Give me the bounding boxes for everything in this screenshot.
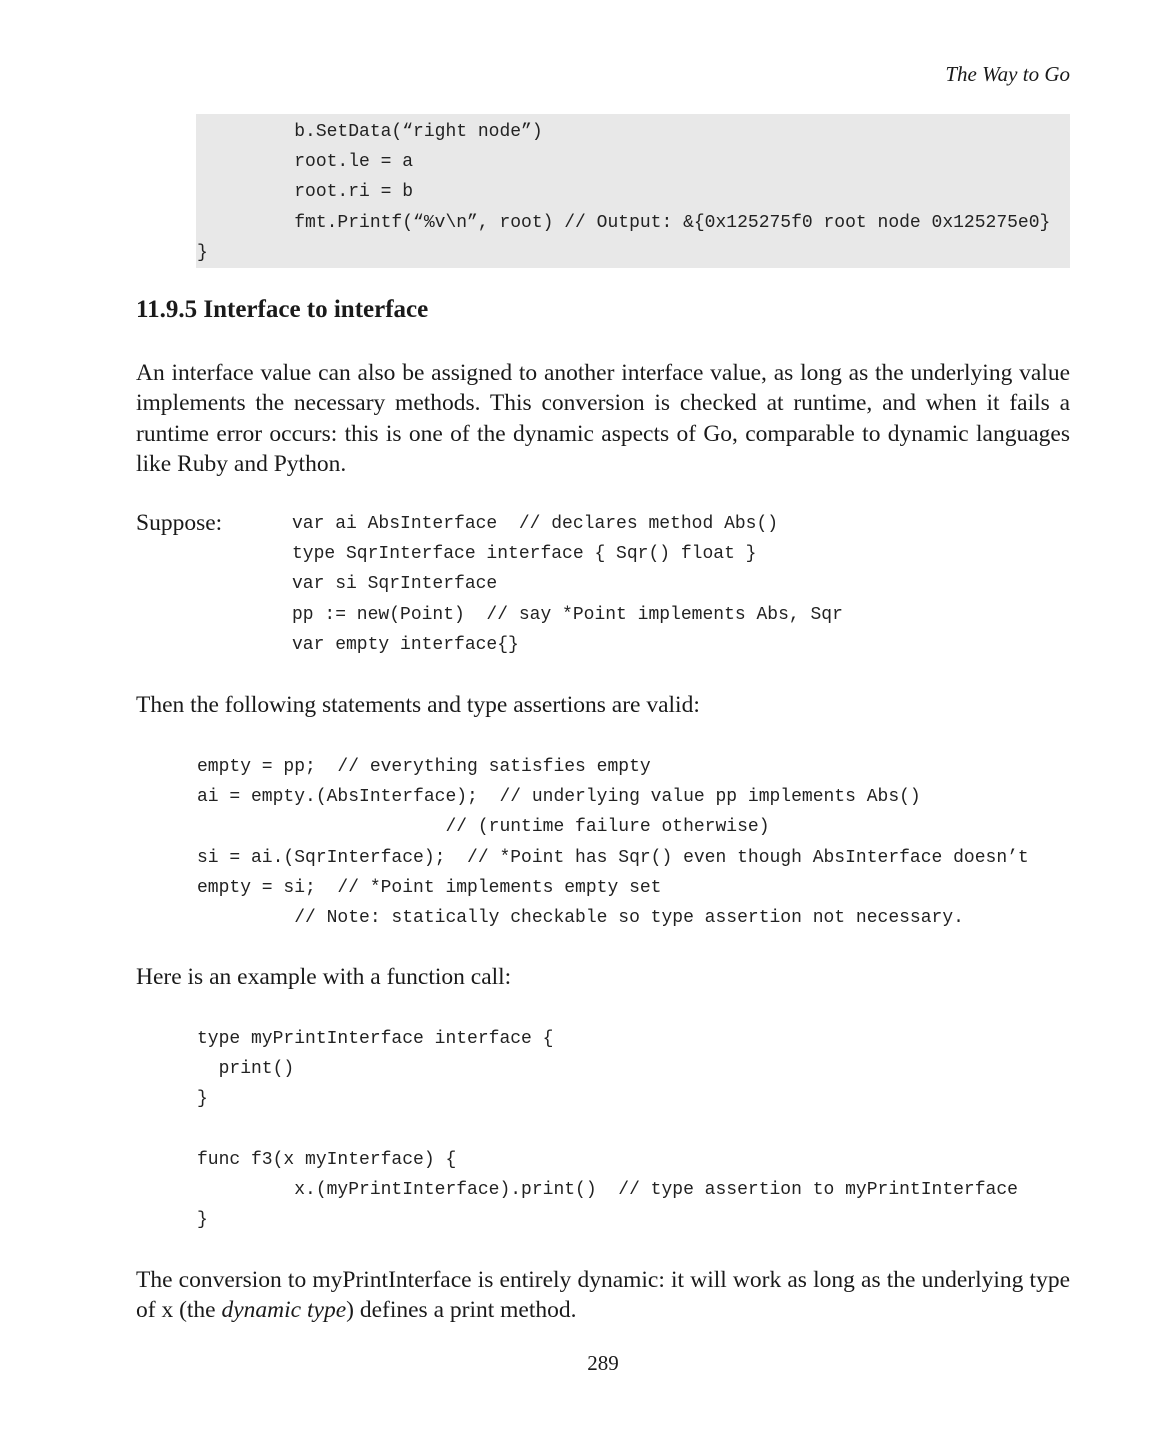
code-line: var ai AbsInterface // declares method Abs() [292,514,779,534]
code-lines [197,117,1050,268]
suppose-label: Suppose: [136,510,223,536]
paragraph-interface-assignment [136,358,1070,479]
code-line: var empty interface{} [292,634,519,655]
text-line [136,1295,1070,1325]
code-line: var si SqrInterface [292,574,498,595]
code-line: } [197,242,208,263]
code-line: root.le = a [197,152,414,173]
code-block-tree-output [196,114,1070,268]
code-line: empty = pp; // everything satisfies empty [197,757,651,777]
code-line: ai = empty.(AbsInterface); // underlying value pp implements Abs() [197,787,921,808]
code-line: fmt.Printf(“%v\n”, root) // Output: &{0x125275f0 root node 0x125275e0} [197,212,1051,233]
running-header: The Way to Go [945,62,1070,86]
paragraph-dynamic-conversion [136,1265,1070,1326]
emphasis-dynamic-type: dynamic type [221,1297,347,1324]
code-line: print() [197,1059,295,1080]
text-line: implements the necessary methods. This conversion is checked at runtime, and when it fails a [136,390,1070,417]
code-line: } [197,1089,208,1110]
code-line: pp := new(Point) // say *Point implements Abs, Sqr [292,604,843,625]
text-line: An interface value can also be assigned to another interface value, as long as the underlying value [136,360,1070,386]
code-line: } [197,1210,208,1231]
text-run: of x (the [136,1297,222,1324]
paragraph-valid-statements: Then the following statements and type assertions are valid: [136,692,700,718]
code-block-suppose [292,509,843,660]
text-line: runtime error occurs: this is one of the dynamic aspects of Go, comparable to dynamic languages [136,420,1070,447]
text-line: The conversion to myPrintInterface is entirely dynamic: it will work as long as the underlying type [136,1267,1070,1293]
code-line: type myPrintInterface interface { [197,1029,554,1049]
code-line: type SqrInterface interface { Sqr() float } [292,544,757,565]
code-line: si = ai.(SqrInterface); // *Point has Sqr() even though AbsInterface doesn’t [197,847,1029,868]
section-heading: 11.9.5 Interface to interface [136,296,429,323]
code-line: // (runtime failure otherwise) [197,817,770,838]
code-line: func f3(x myInterface) { [197,1149,457,1170]
code-block-function-call [197,1024,1018,1235]
code-line: // Note: statically checkable so type assertion not necessary. [197,908,964,929]
code-line: x.(myPrintInterface).print() // type assertion to myPrintInterface [197,1180,1018,1201]
code-line: root.ri = b [197,182,414,203]
code-line: empty = si; // *Point implements empty set [197,877,662,898]
text-line: like Ruby and Python. [136,450,347,477]
code-line: b.SetData(“right node”) [197,122,543,142]
page-number: 289 [587,1351,619,1375]
paragraph-function-call: Here is an example with a function call: [136,964,512,990]
code-block-assertions [197,752,1029,933]
text-run: ) defines a print method. [346,1297,577,1324]
